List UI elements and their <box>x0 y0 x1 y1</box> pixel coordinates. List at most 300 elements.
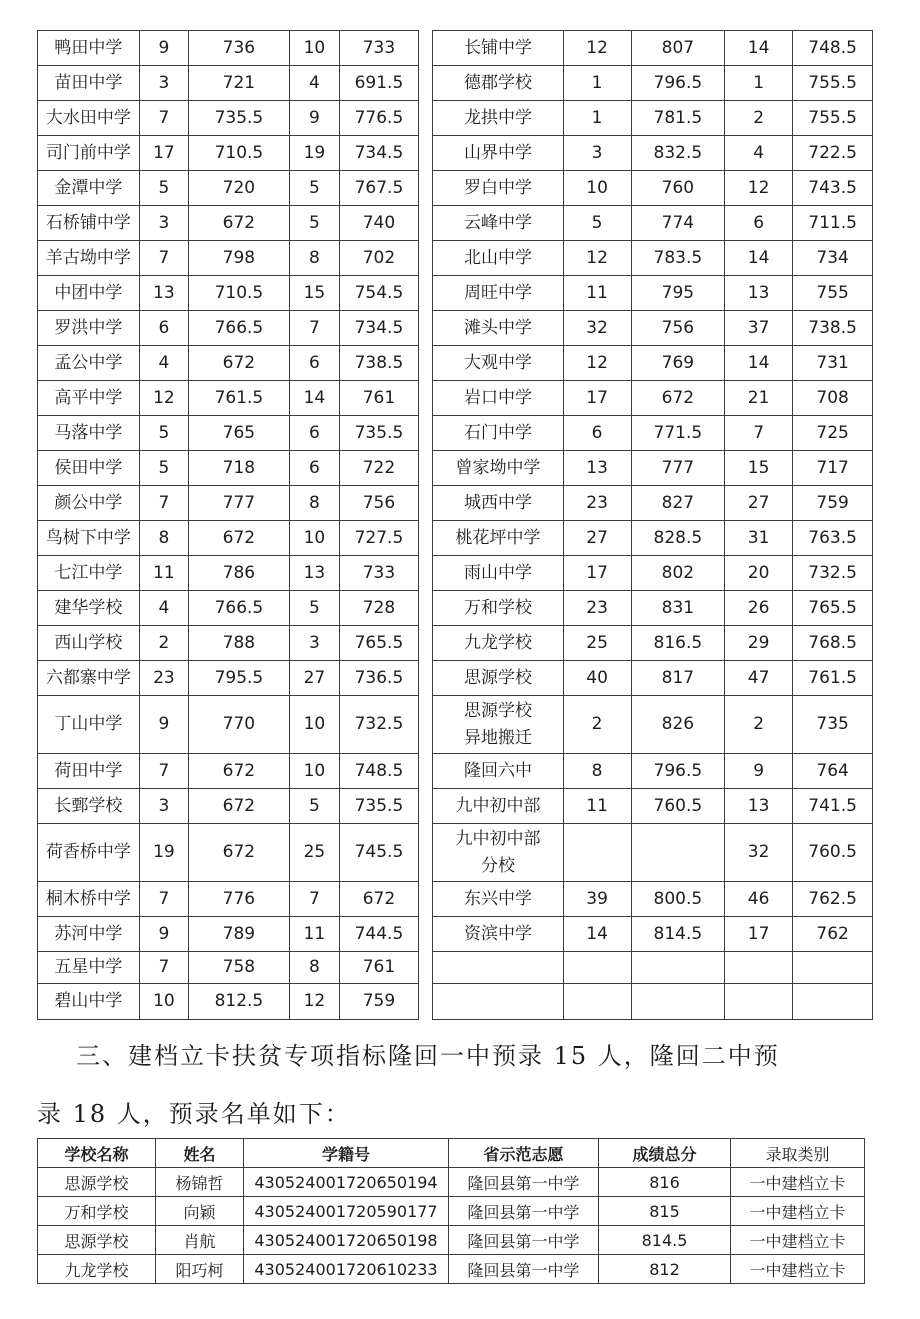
right-score <box>631 824 724 882</box>
row-admission-type: 一中建档立卡 <box>731 1226 865 1255</box>
left-score: 776 <box>189 882 290 917</box>
school-name-line2: 分校 <box>480 855 515 876</box>
left-quota: 7 <box>139 882 188 917</box>
left-school-name: 鸟树下中学 <box>38 521 140 556</box>
table-row <box>38 241 873 276</box>
header-admission-type: 录取类别 <box>731 1139 865 1168</box>
row-school-name: 九龙学校 <box>38 1255 156 1284</box>
right-school-name: 周旺中学 <box>433 276 563 311</box>
left-score: 777 <box>189 486 290 521</box>
left-total-quota: 10 <box>289 31 339 66</box>
right-min-score: 759 <box>793 486 873 521</box>
right-school-name <box>433 824 563 882</box>
left-score: 798 <box>189 241 290 276</box>
right-school-name: 资滨中学 <box>433 917 563 952</box>
right-quota <box>563 824 631 882</box>
right-quota: 23 <box>563 591 631 626</box>
left-min-score: 735.5 <box>340 416 419 451</box>
left-total-quota: 8 <box>289 952 339 984</box>
right-school-name: 桃花坪中学 <box>433 521 563 556</box>
right-quota: 12 <box>563 346 631 381</box>
table-row <box>38 789 873 824</box>
row-student-name: 杨锦哲 <box>156 1168 244 1197</box>
column-separator <box>418 311 433 346</box>
left-quota: 5 <box>139 416 188 451</box>
right-quota: 13 <box>563 451 631 486</box>
table-row <box>38 381 873 416</box>
left-total-quota: 5 <box>289 591 339 626</box>
right-min-score: 708 <box>793 381 873 416</box>
left-school-name: 七江中学 <box>38 556 140 591</box>
left-school-name: 苏河中学 <box>38 917 140 952</box>
left-score: 765 <box>189 416 290 451</box>
section-three-line1: 三、建档立卡扶贫专项指标隆回一中预录 15 人，隆回二中预 <box>76 1042 780 1070</box>
left-total-quota: 10 <box>289 696 339 754</box>
left-school-name: 鸭田中学 <box>38 31 140 66</box>
right-total-quota: 2 <box>725 101 793 136</box>
left-total-quota: 3 <box>289 626 339 661</box>
column-separator <box>418 276 433 311</box>
right-total-quota: 2 <box>725 696 793 754</box>
left-score: 672 <box>189 754 290 789</box>
left-score: 672 <box>189 824 290 882</box>
right-total-quota: 47 <box>725 661 793 696</box>
right-quota: 32 <box>563 311 631 346</box>
left-min-score: 740 <box>340 206 419 241</box>
left-quota: 10 <box>139 984 188 1020</box>
right-min-score: 755.5 <box>793 101 873 136</box>
table-row <box>38 661 873 696</box>
left-total-quota: 6 <box>289 346 339 381</box>
left-quota: 9 <box>139 31 188 66</box>
right-min-score: 755 <box>793 276 873 311</box>
left-quota: 3 <box>139 206 188 241</box>
left-total-quota: 8 <box>289 486 339 521</box>
right-score: 796.5 <box>631 754 724 789</box>
left-min-score: 776.5 <box>340 101 419 136</box>
right-quota: 5 <box>563 206 631 241</box>
left-total-quota: 12 <box>289 984 339 1020</box>
table-row <box>38 31 873 66</box>
right-quota <box>563 952 631 984</box>
right-school-name: 龙拱中学 <box>433 101 563 136</box>
row-admission-type: 一中建档立卡 <box>731 1168 865 1197</box>
row-school-name: 思源学校 <box>38 1226 156 1255</box>
left-quota: 7 <box>139 952 188 984</box>
row-admission-type: 一中建档立卡 <box>731 1255 865 1284</box>
left-score: 761.5 <box>189 381 290 416</box>
right-school-name: 山界中学 <box>433 136 563 171</box>
right-min-score: 764 <box>793 754 873 789</box>
right-total-quota: 13 <box>725 789 793 824</box>
right-score: 814.5 <box>631 917 724 952</box>
left-min-score: 691.5 <box>340 66 419 101</box>
left-quota: 9 <box>139 917 188 952</box>
column-separator <box>418 754 433 789</box>
right-score: 760 <box>631 171 724 206</box>
column-separator <box>418 31 433 66</box>
right-score: 826 <box>631 696 724 754</box>
right-total-quota: 27 <box>725 486 793 521</box>
header-provincial-choice: 省示范志愿 <box>449 1139 599 1168</box>
left-score: 795.5 <box>189 661 290 696</box>
right-score: 781.5 <box>631 101 724 136</box>
left-school-name: 丁山中学 <box>38 696 140 754</box>
table-row <box>38 1168 865 1197</box>
left-min-score: 761 <box>340 381 419 416</box>
right-score: 807 <box>631 31 724 66</box>
left-school-name: 羊古坳中学 <box>38 241 140 276</box>
column-separator <box>418 626 433 661</box>
left-school-name: 马落中学 <box>38 416 140 451</box>
header-total-score: 成绩总分 <box>599 1139 731 1168</box>
right-total-quota: 14 <box>725 346 793 381</box>
left-quota: 12 <box>139 381 188 416</box>
right-min-score <box>793 952 873 984</box>
table-row <box>38 1255 865 1284</box>
row-student-name: 向颖 <box>156 1197 244 1226</box>
right-score: 796.5 <box>631 66 724 101</box>
column-separator <box>418 451 433 486</box>
right-min-score: 722.5 <box>793 136 873 171</box>
school-score-table-body <box>38 31 873 1020</box>
right-school-name: 岩口中学 <box>433 381 563 416</box>
right-score <box>631 984 724 1020</box>
left-score: 720 <box>189 171 290 206</box>
left-min-score: 744.5 <box>340 917 419 952</box>
left-total-quota: 5 <box>289 171 339 206</box>
row-student-name: 肖航 <box>156 1226 244 1255</box>
left-school-name: 西山学校 <box>38 626 140 661</box>
left-quota: 6 <box>139 311 188 346</box>
left-total-quota: 19 <box>289 136 339 171</box>
right-min-score: 741.5 <box>793 789 873 824</box>
right-school-name: 万和学校 <box>433 591 563 626</box>
left-score: 766.5 <box>189 591 290 626</box>
admission-list-body <box>38 1168 865 1284</box>
right-total-quota: 14 <box>725 241 793 276</box>
table-row <box>38 276 873 311</box>
right-total-quota <box>725 952 793 984</box>
right-min-score: 735 <box>793 696 873 754</box>
left-min-score: 672 <box>340 882 419 917</box>
right-total-quota: 9 <box>725 754 793 789</box>
left-school-name: 五星中学 <box>38 952 140 984</box>
row-provincial-choice: 隆回县第一中学 <box>449 1197 599 1226</box>
table-row <box>38 754 873 789</box>
right-total-quota: 12 <box>725 171 793 206</box>
right-min-score: 738.5 <box>793 311 873 346</box>
column-separator <box>418 952 433 984</box>
left-score: 766.5 <box>189 311 290 346</box>
right-total-quota: 1 <box>725 66 793 101</box>
right-quota: 23 <box>563 486 631 521</box>
header-school-name: 学校名称 <box>38 1139 156 1168</box>
table-row <box>38 171 873 206</box>
table-row <box>38 696 873 754</box>
school-score-table <box>37 30 873 1020</box>
left-quota: 4 <box>139 591 188 626</box>
left-min-score: 722 <box>340 451 419 486</box>
right-quota: 1 <box>563 101 631 136</box>
right-quota: 8 <box>563 754 631 789</box>
column-separator <box>418 591 433 626</box>
table-row <box>38 1197 865 1226</box>
table-row <box>38 882 873 917</box>
column-separator <box>418 556 433 591</box>
left-quota: 5 <box>139 171 188 206</box>
column-separator <box>418 984 433 1020</box>
table-row <box>38 311 873 346</box>
right-score <box>631 952 724 984</box>
right-school-name: 曾家坳中学 <box>433 451 563 486</box>
right-school-name: 雨山中学 <box>433 556 563 591</box>
column-separator <box>418 789 433 824</box>
right-min-score <box>793 984 873 1020</box>
column-separator <box>418 171 433 206</box>
right-quota: 39 <box>563 882 631 917</box>
right-total-quota: 4 <box>725 136 793 171</box>
row-student-name: 阳巧柯 <box>156 1255 244 1284</box>
left-quota: 2 <box>139 626 188 661</box>
left-total-quota: 7 <box>289 311 339 346</box>
row-student-id: 430524001720650198 <box>244 1226 449 1255</box>
left-total-quota: 27 <box>289 661 339 696</box>
row-total-score: 815 <box>599 1197 731 1226</box>
right-score: 756 <box>631 311 724 346</box>
right-quota: 14 <box>563 917 631 952</box>
left-min-score: 767.5 <box>340 171 419 206</box>
right-school-name: 九龙学校 <box>433 626 563 661</box>
left-score: 721 <box>189 66 290 101</box>
section-three-line2: 录 18 人，预录名单如下： <box>37 1100 351 1128</box>
admission-list-table <box>37 1138 865 1284</box>
left-score: 672 <box>189 206 290 241</box>
right-min-score: 762 <box>793 917 873 952</box>
right-score: 760.5 <box>631 789 724 824</box>
right-quota: 27 <box>563 521 631 556</box>
right-quota: 11 <box>563 789 631 824</box>
left-school-name: 大水田中学 <box>38 101 140 136</box>
right-min-score: 732.5 <box>793 556 873 591</box>
right-min-score: 761.5 <box>793 661 873 696</box>
right-total-quota: 31 <box>725 521 793 556</box>
right-score: 817 <box>631 661 724 696</box>
left-school-name: 荷香桥中学 <box>38 824 140 882</box>
left-min-score: 765.5 <box>340 626 419 661</box>
column-separator <box>418 346 433 381</box>
left-quota: 7 <box>139 486 188 521</box>
left-score: 735.5 <box>189 101 290 136</box>
right-total-quota: 7 <box>725 416 793 451</box>
left-min-score: 738.5 <box>340 346 419 381</box>
right-total-quota: 15 <box>725 451 793 486</box>
row-student-id: 430524001720650194 <box>244 1168 449 1197</box>
left-min-score: 745.5 <box>340 824 419 882</box>
column-separator <box>418 241 433 276</box>
right-score: 783.5 <box>631 241 724 276</box>
right-school-name: 德郡学校 <box>433 66 563 101</box>
left-quota: 19 <box>139 824 188 882</box>
right-min-score: 748.5 <box>793 31 873 66</box>
school-name-line1: 思源学校 <box>463 700 532 721</box>
right-quota: 25 <box>563 626 631 661</box>
right-total-quota: 46 <box>725 882 793 917</box>
right-school-name: 石门中学 <box>433 416 563 451</box>
left-quota: 7 <box>139 101 188 136</box>
left-total-quota: 10 <box>289 521 339 556</box>
left-school-name: 长鄄学校 <box>38 789 140 824</box>
table-row <box>38 984 873 1020</box>
left-school-name: 荷田中学 <box>38 754 140 789</box>
right-quota: 12 <box>563 241 631 276</box>
right-school-name <box>433 952 563 984</box>
right-min-score: 755.5 <box>793 66 873 101</box>
table-row <box>38 626 873 661</box>
left-quota: 7 <box>139 754 188 789</box>
row-provincial-choice: 隆回县第一中学 <box>449 1255 599 1284</box>
left-quota: 7 <box>139 241 188 276</box>
right-quota: 12 <box>563 31 631 66</box>
left-quota: 8 <box>139 521 188 556</box>
left-quota: 23 <box>139 661 188 696</box>
left-total-quota: 13 <box>289 556 339 591</box>
right-school-name: 长铺中学 <box>433 31 563 66</box>
right-score: 800.5 <box>631 882 724 917</box>
right-min-score: 768.5 <box>793 626 873 661</box>
left-quota: 11 <box>139 556 188 591</box>
row-provincial-choice: 隆回县第一中学 <box>449 1168 599 1197</box>
right-school-name: 云峰中学 <box>433 206 563 241</box>
right-school-name: 隆回六中 <box>433 754 563 789</box>
table-row <box>38 416 873 451</box>
right-score: 828.5 <box>631 521 724 556</box>
left-quota: 5 <box>139 451 188 486</box>
row-total-score: 814.5 <box>599 1226 731 1255</box>
left-score: 770 <box>189 696 290 754</box>
right-total-quota: 21 <box>725 381 793 416</box>
table-row <box>38 346 873 381</box>
left-school-name: 六都寨中学 <box>38 661 140 696</box>
left-score: 710.5 <box>189 136 290 171</box>
left-min-score: 702 <box>340 241 419 276</box>
right-quota: 17 <box>563 556 631 591</box>
right-min-score: 734 <box>793 241 873 276</box>
right-total-quota: 17 <box>725 917 793 952</box>
right-total-quota: 37 <box>725 311 793 346</box>
left-min-score: 732.5 <box>340 696 419 754</box>
left-quota: 3 <box>139 789 188 824</box>
right-score: 774 <box>631 206 724 241</box>
left-school-name: 侯田中学 <box>38 451 140 486</box>
left-total-quota: 15 <box>289 276 339 311</box>
table-row <box>38 451 873 486</box>
left-score: 718 <box>189 451 290 486</box>
table-row <box>38 952 873 984</box>
right-total-quota: 20 <box>725 556 793 591</box>
left-school-name: 金潭中学 <box>38 171 140 206</box>
left-school-name: 建华学校 <box>38 591 140 626</box>
right-min-score: 743.5 <box>793 171 873 206</box>
table-row <box>38 101 873 136</box>
right-quota: 17 <box>563 381 631 416</box>
right-score: 777 <box>631 451 724 486</box>
table-row <box>38 136 873 171</box>
left-total-quota: 5 <box>289 789 339 824</box>
right-school-name: 罗白中学 <box>433 171 563 206</box>
right-quota <box>563 984 631 1020</box>
table-row <box>38 521 873 556</box>
left-quota: 13 <box>139 276 188 311</box>
left-min-score: 748.5 <box>340 754 419 789</box>
left-min-score: 756 <box>340 486 419 521</box>
right-school-name: 思源学校 <box>433 661 563 696</box>
left-score: 672 <box>189 521 290 556</box>
left-total-quota: 14 <box>289 381 339 416</box>
column-separator <box>418 661 433 696</box>
right-quota: 1 <box>563 66 631 101</box>
left-score: 786 <box>189 556 290 591</box>
left-min-score: 727.5 <box>340 521 419 556</box>
table-row <box>38 1226 865 1255</box>
left-score: 736 <box>189 31 290 66</box>
left-min-score: 733 <box>340 556 419 591</box>
right-min-score: 763.5 <box>793 521 873 556</box>
left-total-quota: 10 <box>289 754 339 789</box>
right-score: 832.5 <box>631 136 724 171</box>
right-score: 827 <box>631 486 724 521</box>
left-quota: 17 <box>139 136 188 171</box>
column-separator <box>418 696 433 754</box>
left-school-name: 孟公中学 <box>38 346 140 381</box>
left-score: 812.5 <box>189 984 290 1020</box>
admission-list-header-row <box>38 1139 865 1168</box>
left-total-quota: 8 <box>289 241 339 276</box>
table-row <box>38 66 873 101</box>
right-school-name <box>433 984 563 1020</box>
row-total-score: 816 <box>599 1168 731 1197</box>
right-score: 771.5 <box>631 416 724 451</box>
right-school-name: 滩头中学 <box>433 311 563 346</box>
right-min-score: 762.5 <box>793 882 873 917</box>
right-score: 672 <box>631 381 724 416</box>
right-school-name: 九中初中部 <box>433 789 563 824</box>
left-total-quota: 4 <box>289 66 339 101</box>
right-school-name: 北山中学 <box>433 241 563 276</box>
right-total-quota: 32 <box>725 824 793 882</box>
left-min-score: 759 <box>340 984 419 1020</box>
right-quota: 6 <box>563 416 631 451</box>
right-total-quota: 6 <box>725 206 793 241</box>
left-school-name: 碧山中学 <box>38 984 140 1020</box>
left-min-score: 733 <box>340 31 419 66</box>
left-school-name: 罗洪中学 <box>38 311 140 346</box>
left-school-name: 司门前中学 <box>38 136 140 171</box>
header-student-id: 学籍号 <box>244 1139 449 1168</box>
left-score: 710.5 <box>189 276 290 311</box>
table-row <box>38 486 873 521</box>
right-quota: 2 <box>563 696 631 754</box>
right-score: 802 <box>631 556 724 591</box>
column-separator <box>418 917 433 952</box>
school-name-line1: 九中初中部 <box>455 828 541 849</box>
header-student-name: 姓名 <box>156 1139 244 1168</box>
right-school-name <box>433 696 563 754</box>
left-total-quota: 7 <box>289 882 339 917</box>
left-min-score: 734.5 <box>340 311 419 346</box>
right-school-name: 东兴中学 <box>433 882 563 917</box>
row-school-name: 万和学校 <box>38 1197 156 1226</box>
